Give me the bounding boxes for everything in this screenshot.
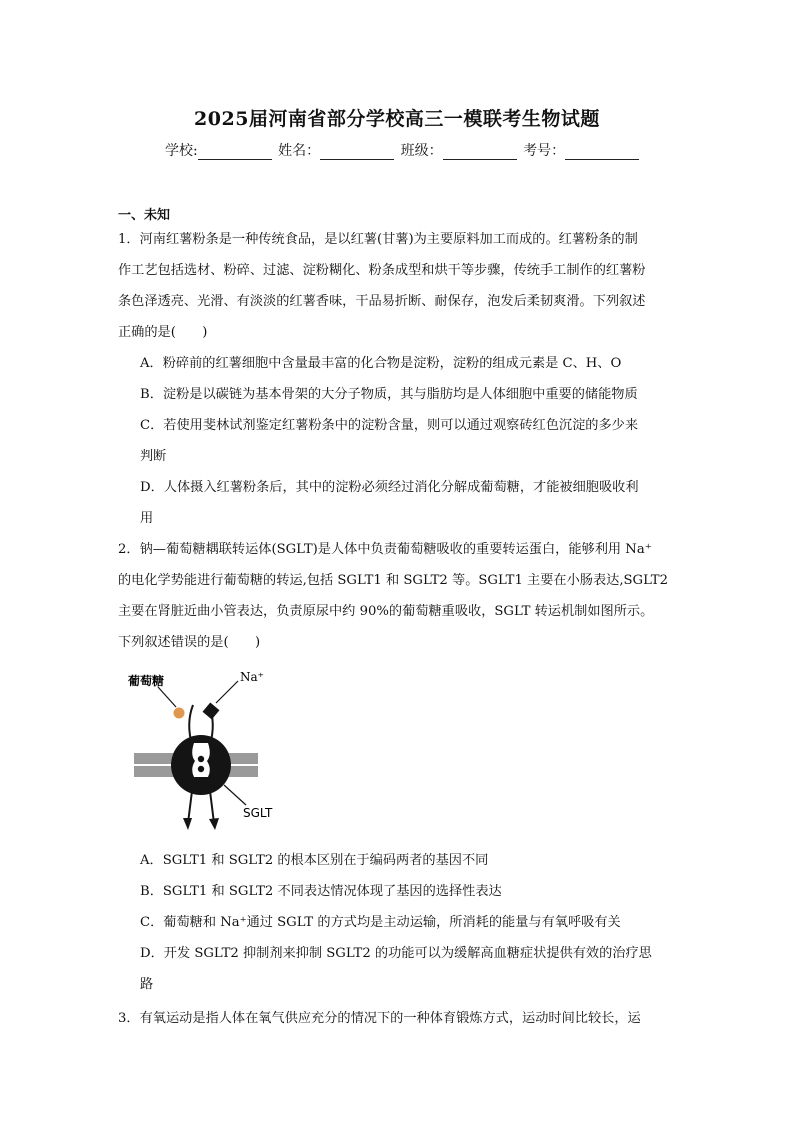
question-2-option-a: A．SGLT1 和 SGLT2 的根本区别在于编码两者的基因不同 xyxy=(140,853,489,868)
sglt-protein xyxy=(171,735,231,795)
question-1-option-c-cont: 判断 xyxy=(140,449,167,464)
class-label: 班级： xyxy=(400,143,443,159)
question-2-line-1: 2．钠—葡萄糖耦联转运体(SGLT)是人体中负责葡萄糖吸收的重要转运蛋白，能够利用 Na⁺ xyxy=(118,542,652,557)
name-label: 姓名： xyxy=(278,143,321,159)
question-2-line-2: 的电化学势能进行葡萄糖的转运,包括 SGLT1 和 SGLT2 等。SGLT1 主要在小肠表达,SGLT2 xyxy=(118,573,668,588)
exam-number-label: 考号： xyxy=(523,143,566,159)
exam-number-blank[interactable] xyxy=(565,145,639,160)
school-label: 学校: xyxy=(165,143,198,159)
question-2-option-c: C．葡萄糖和 Na⁺通过 SGLT 的方式均是主动运输，所消耗的能量与有氧呼吸有关 xyxy=(140,915,621,930)
question-2-option-d: D．开发 SGLT2 抑制剂来抑制 SGLT2 的功能可以为缓解高血糖症状提供有效的治疗思 xyxy=(140,946,652,961)
question-2-line-4: 下列叙述错误的是( ) xyxy=(118,635,261,650)
question-1-option-d-cont: 用 xyxy=(140,511,154,526)
question-2-line-3: 主要在肾脏近曲小管表达，负责原尿中约 90%的葡萄糖重吸收，SGLT 转运机制如图所示。 xyxy=(118,604,654,619)
question-1-line-4: 正确的是( ) xyxy=(118,325,208,340)
question-1-option-a: A．粉碎前的红薯细胞中含量最丰富的化合物是淀粉，淀粉的组成元素是 C、H、O xyxy=(140,356,622,371)
name-blank[interactable] xyxy=(320,145,394,160)
sglt-transport-diagram xyxy=(120,665,300,835)
student-info-row xyxy=(165,140,641,160)
sodium-leader-line xyxy=(216,681,238,703)
class-blank[interactable] xyxy=(443,145,517,160)
question-1-option-c: C．若使用斐林试剂鉴定红薯粉条中的淀粉含量，则可以通过观察砖红色沉淀的多少来 xyxy=(140,418,639,433)
school-blank[interactable] xyxy=(198,145,272,160)
sodium-ion xyxy=(203,703,220,720)
question-3-line-1: 3．有氧运动是指人体在氧气供应充分的情况下的一种体育锻炼方式，运动时间比较长，运 xyxy=(118,1011,641,1026)
question-2-option-b: B．SGLT1 和 SGLT2 不同表达情况体现了基因的选择性表达 xyxy=(140,884,502,899)
section-heading: 一、未知 xyxy=(118,208,171,223)
sodium-label: Na⁺ xyxy=(240,670,264,684)
glucose-label: 葡萄糖 xyxy=(128,674,165,688)
glucose-molecule xyxy=(174,708,185,719)
question-1-option-b: B．淀粉是以碳链为基本骨架的大分子物质，其与脂肪均是人体细胞中重要的储能物质 xyxy=(140,387,638,402)
glucose-leader-line xyxy=(158,687,176,707)
question-1-line-2: 作工艺包括选材、粉碎、过滤、淀粉糊化、粉条成型和烘干等步骤，传统手工制作的红薯粉 xyxy=(118,263,646,278)
question-2-option-d-cont: 路 xyxy=(140,977,154,992)
question-1-line-3: 条色泽透亮、光滑、有淡淡的红薯香味，干品易折断、耐保存，泡发后柔韧爽滑。下列叙述 xyxy=(118,294,646,309)
question-1-option-d: D．人体摄入红薯粉条后，其中的淀粉必须经过消化分解成葡萄糖，才能被细胞吸收利 xyxy=(140,480,639,495)
sglt-label: SGLT xyxy=(243,806,273,820)
sglt-leader-line xyxy=(224,785,246,805)
page-title: 2025届河南省部分学校高三一模联考生物试题 xyxy=(194,108,600,130)
question-1-line-1: 1．河南红薯粉条是一种传统食品，是以红薯(甘薯)为主要原料加工而成的。红薯粉条的制 xyxy=(118,232,638,247)
